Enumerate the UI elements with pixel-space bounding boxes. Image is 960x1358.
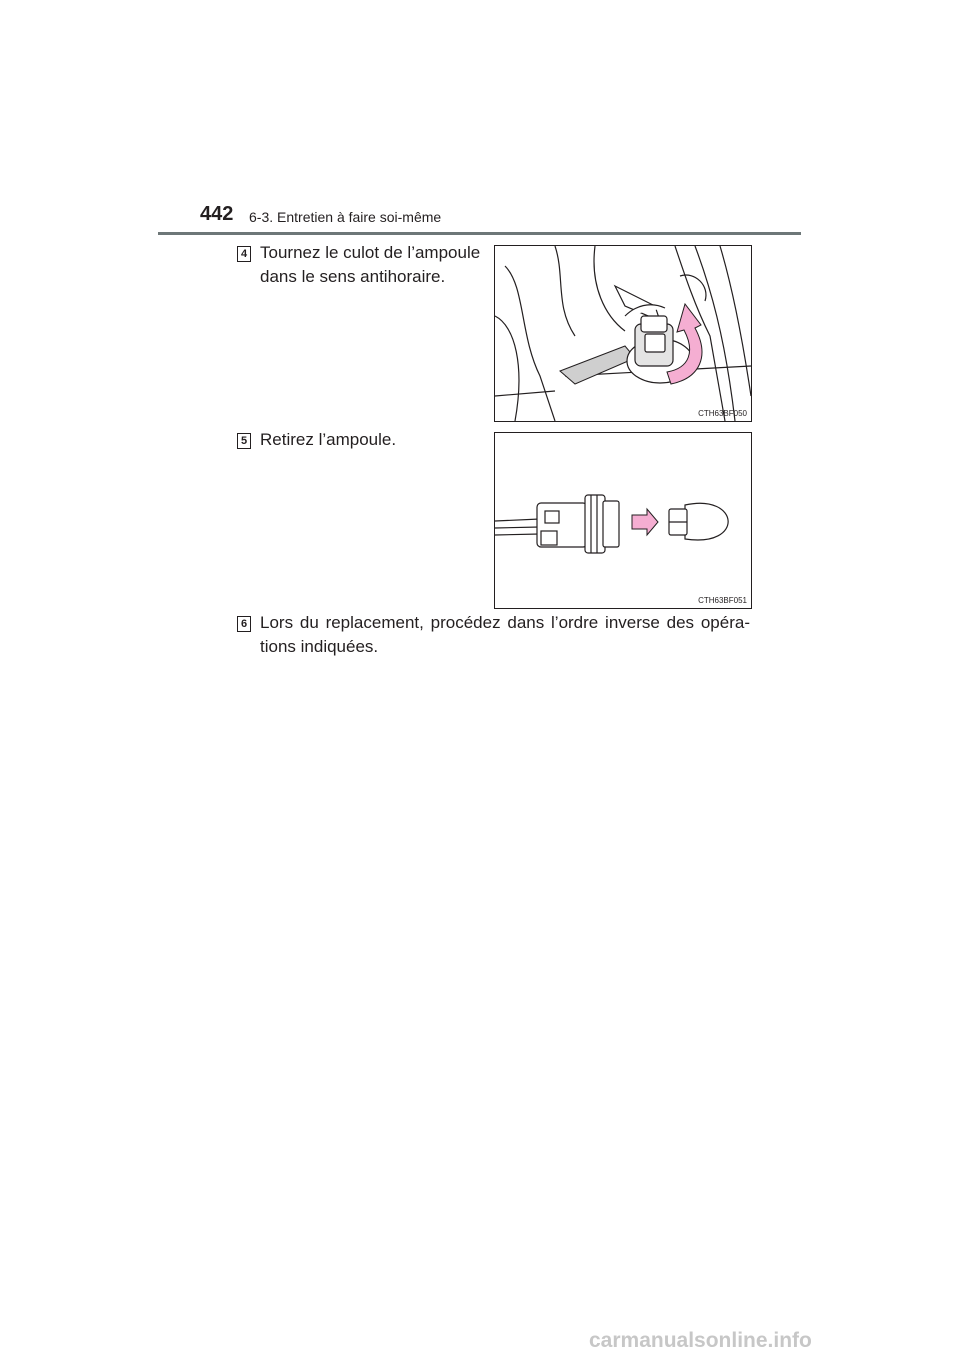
bulb-removal-illustration bbox=[495, 433, 751, 608]
section-title: 6-3. Entretien à faire soi-même bbox=[249, 209, 442, 225]
figure-code: CTH63BF051 bbox=[698, 596, 747, 605]
step-4-badge: 4 bbox=[237, 246, 251, 262]
step-4-text: Tournez le culot de l’ampoule dans le sens antihoraire. bbox=[260, 243, 481, 286]
watermark: carmanualsonline.info bbox=[589, 1329, 812, 1352]
step-5-text: Retirez l’ampoule. bbox=[260, 430, 397, 449]
figure-code: CTH63BF050 bbox=[698, 409, 747, 418]
step-5-badge: 5 bbox=[237, 433, 251, 449]
header-divider bbox=[158, 232, 801, 235]
bulb-socket-illustration bbox=[495, 246, 751, 421]
figure-bulb-socket-rotation bbox=[494, 245, 752, 422]
figure-bulb-removal bbox=[494, 432, 752, 609]
step-6-badge: 6 bbox=[237, 616, 251, 632]
step-6-text: Lors du replacement, procédez dans l’ordre inverse des opéra- tions indiquées. bbox=[260, 613, 750, 656]
page-number: 442 bbox=[200, 203, 234, 225]
